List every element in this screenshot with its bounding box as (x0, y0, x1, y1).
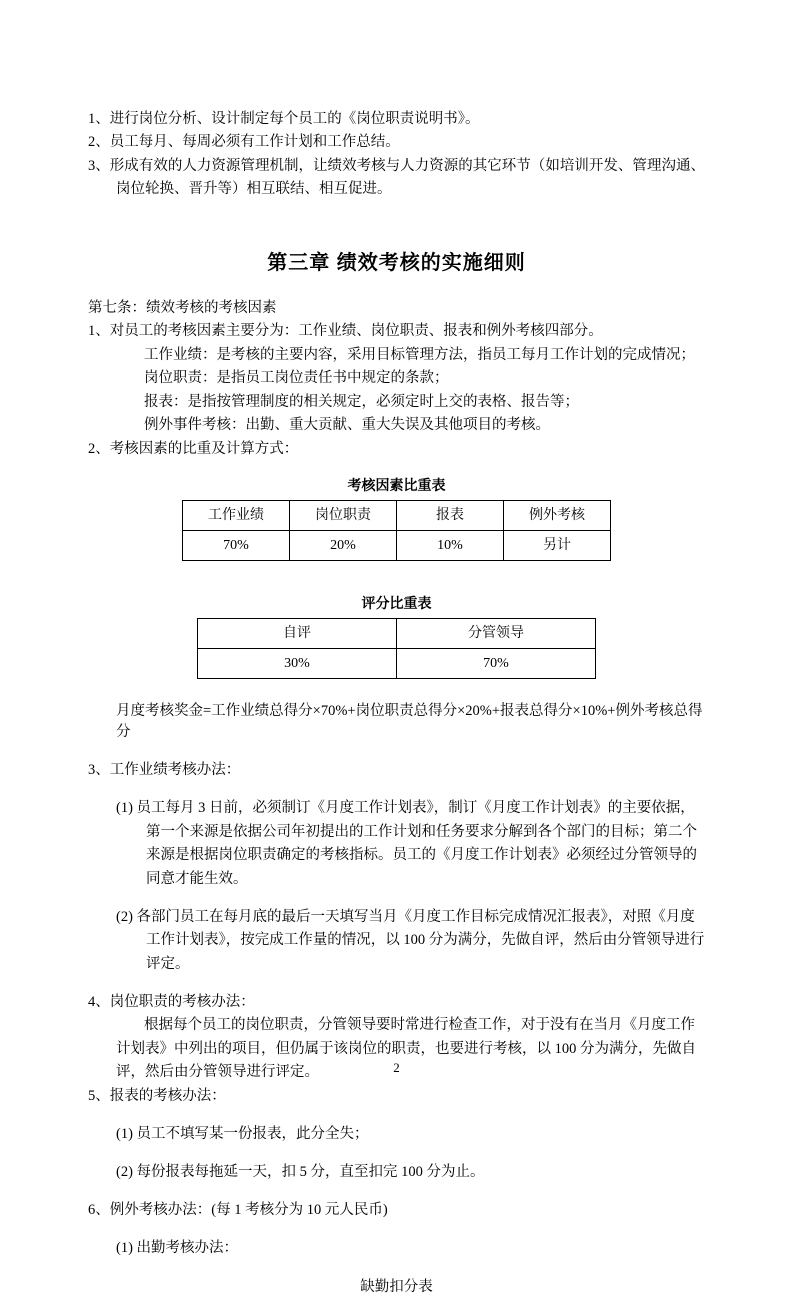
score-weight-table (197, 618, 596, 679)
factor-weight-table (182, 500, 611, 561)
table-header-cell: 岗位职责 (290, 501, 397, 531)
table-header-cell: 分管领导 (397, 619, 596, 649)
factor-weight-table-caption: 考核因素比重表 (347, 477, 446, 494)
table-row (183, 501, 611, 531)
page-number: 2 (393, 1060, 400, 1075)
table-cell: 30% (198, 649, 397, 679)
item-2-heading: 2、考核因素的比重及计算方式： (88, 440, 299, 457)
table-cell: 70% (397, 649, 596, 679)
item-5-heading: 5、报表的考核办法： (88, 1087, 226, 1104)
score-weight-table-caption: 评分比重表 (361, 595, 432, 612)
item-3-sub-1: (1) 员工每月 3 日前，必须制订《月度工作计划表》，制订《月度工作计划表》的主要依据，第一个来源是依据公司年初提出的工作计划和任务要求分解到各个部门的目标；第二个来源是根据岗位职责确定的考核指标。员工的《月度工作计划表》必须经过分管领导的同意才能生效。 (116, 800, 697, 887)
table-cell: 10% (397, 531, 504, 561)
item-6-sub-1: (1) 出勤考核办法： (116, 1239, 239, 1256)
table-cell: 20% (290, 531, 397, 561)
table-header-cell: 自评 (198, 619, 397, 649)
table-cell: 70% (183, 531, 290, 561)
table-header-cell: 例外考核 (504, 501, 611, 531)
item-1-sub-1: 工作业绩：是考核的主要内容，采用目标管理方法，指员工每月工作计划的完成情况； (144, 346, 695, 363)
item-1-sub-3: 报表：是指按管理制度的相关规定，必须定时上交的表格、报告等； (144, 393, 579, 410)
item-4-heading: 4、岗位职责的考核办法： (88, 993, 255, 1010)
table-row (183, 531, 611, 561)
item-3-sub-2: (2) 各部门员工在每月底的最后一天填写当月《月度工作目标完成情况汇报表》，对照《月度工作计划表》，按完成工作量的情况，以 100 分为满分，先做自评，然后由分管领导进行评定。 (116, 908, 705, 972)
table-cell: 另计 (504, 531, 611, 561)
item-3-heading: 3、工作业绩考核办法： (88, 762, 241, 779)
item-1-sub-4: 例外事件考核：出勤、重大贡献、重大失误及其他项目的考核。 (144, 417, 550, 434)
score-weight-table-wrap (88, 593, 705, 679)
table-header-cell: 工作业绩 (183, 501, 290, 531)
intro-item-3: 3、形成有效的人力资源管理机制，让绩效考核与人力资源的其它环节（如培训开发、管理沟通、岗位轮换、晋升等）相互联结、相互促进。 (88, 157, 705, 198)
item-5-sub-1: (1) 员工不填写某一份报表，此分全失； (116, 1125, 369, 1142)
chapter-title: 第三章 绩效考核的实施细则 (267, 251, 526, 274)
factor-weight-table-wrap (88, 475, 705, 561)
bonus-formula: 月度考核奖金=工作业绩总得分×70%+岗位职责总得分×20%+报表总得分×10%+例外考核总得分 (116, 703, 703, 741)
intro-item-2: 2、员工每月、每周必须有工作计划和工作总结。 (88, 134, 400, 151)
spacer (88, 567, 705, 579)
table-row (198, 649, 596, 679)
absence-deduction-table-caption: 缺勤扣分表 (360, 1278, 433, 1295)
item-1-sub-2: 岗位职责：是指员工岗位责任书中规定的条款； (144, 370, 449, 387)
intro-item-1: 1、进行岗位分析、设计制定每个员工的《岗位职责说明书》。 (88, 111, 480, 127)
item-1-heading: 1、对员工的考核因素主要分为：工作业绩、岗位职责、报表和例外考核四部分。 (88, 323, 603, 340)
item-4-body: 根据每个员工的岗位职责，分管领导要时常进行检查工作，对于没有在当月《月度工作计划表》中列出的项目，但仍属于该岗位的职责，也要进行考核，以 100 分为满分，先做自评，然后由分管领导进行评定。 (116, 1017, 696, 1081)
item-5-sub-2: (2) 每份报表每拖延一天，扣 5 分，直至扣完 100 分为止。 (116, 1163, 485, 1180)
table-row (198, 619, 596, 649)
table-header-cell: 报表 (397, 501, 504, 531)
article-7-heading: 第七条：绩效考核的考核因素 (88, 299, 277, 316)
item-6-heading: 6、例外考核办法：(每 1 考核分为 10 元人民币) (88, 1201, 388, 1218)
